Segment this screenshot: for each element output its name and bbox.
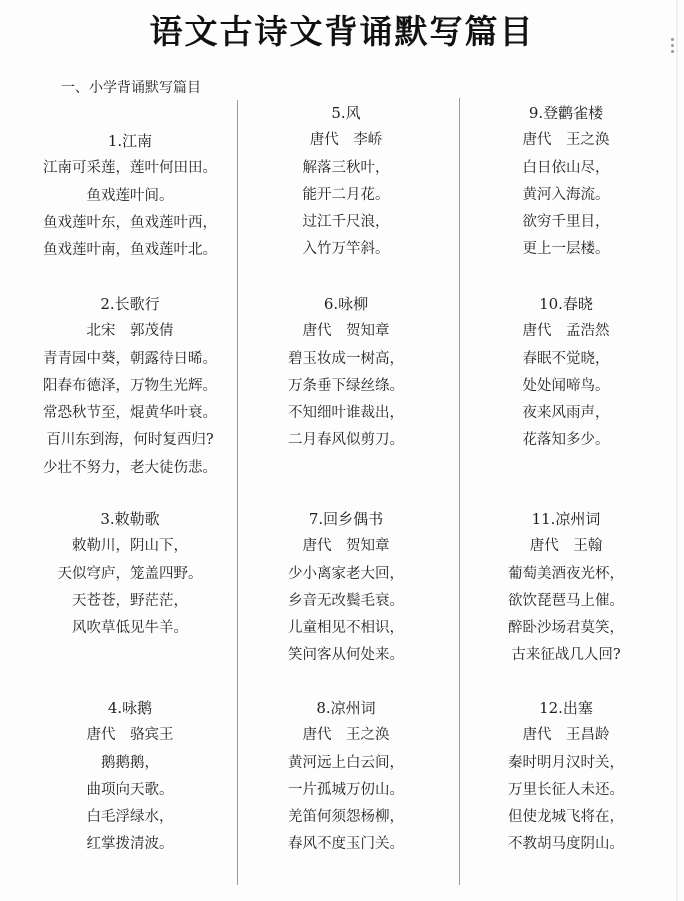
poem <box>466 695 666 859</box>
poem-line: 少壮不努力，老大徒伤悲。 <box>43 459 217 476</box>
poem-line: 春眠不觉晓， <box>522 350 610 367</box>
poem-title: 12.出塞 <box>539 699 593 717</box>
poem-line: 黄河远上白云间， <box>288 754 404 771</box>
poem-title: 7.回乡偶书 <box>308 510 384 528</box>
poem-author: 唐代 王昌龄 <box>522 727 610 744</box>
poem-title: 4.咏鹅 <box>107 699 153 717</box>
poem <box>30 695 230 859</box>
poem-line: 不知细叶谁裁出， <box>288 405 404 422</box>
section-heading: 一、小学背诵默写篇目 <box>61 80 201 96</box>
poem-line: 鱼戏莲叶间。 <box>86 187 174 204</box>
poem-line: 羌笛何须怨杨柳， <box>288 809 404 826</box>
poem-author: 唐代 李峤 <box>309 132 383 149</box>
poem-title: 6.咏柳 <box>323 295 369 313</box>
poem-line: 天苍苍，野茫茫， <box>72 592 188 609</box>
poem-author: 唐代 王之涣 <box>522 132 610 149</box>
poem-line: 欲穷千里目， <box>522 214 610 231</box>
poem-line: 碧玉妆成一树高， <box>288 350 404 367</box>
page-title: 语文古诗文背诵默写篇目 <box>149 12 535 51</box>
poem-line: 但使龙城飞将在， <box>508 809 624 826</box>
poem-line: 百川东到海，何时复西归? <box>46 432 214 449</box>
poem-author: 唐代 骆宾王 <box>86 727 174 744</box>
poem-line: 鱼戏莲叶东，鱼戏莲叶西， <box>43 214 217 231</box>
poem-line: 二月春风似剪刀。 <box>288 432 404 449</box>
poem-line: 能开二月花。 <box>302 186 390 203</box>
poem <box>466 100 666 264</box>
poem-line: 阳春布德泽，万物生光辉。 <box>43 377 217 394</box>
poem-title: 2.长歌行 <box>100 295 160 313</box>
poem <box>30 506 230 642</box>
poem-title: 9.登鹳雀楼 <box>528 104 604 122</box>
poem-title: 11.凉州词 <box>531 510 601 528</box>
poem-author: 唐代 孟浩然 <box>522 323 610 340</box>
poem-line: 江南可采莲，莲叶何田田。 <box>43 160 217 177</box>
poem-line: 入竹万竿斜。 <box>302 241 390 258</box>
poem-line: 青青园中葵，朝露待日晞。 <box>43 350 217 367</box>
poem-line: 风吹草低见牛羊。 <box>72 620 188 637</box>
poem-line: 黄河入海流。 <box>522 186 610 203</box>
poem-line: 不教胡马度阴山。 <box>508 836 624 853</box>
poem-line: 秦时明月汉时关， <box>508 754 624 771</box>
poem-line: 古来征战几人回? <box>511 647 621 664</box>
column-divider-left <box>237 100 238 885</box>
poem-author: 北宋 郭茂倩 <box>86 323 174 340</box>
poem <box>30 128 230 264</box>
poem <box>466 506 666 670</box>
poem-title: 1.江南 <box>107 132 153 150</box>
poem-line: 乡音无改鬓毛衰。 <box>288 592 404 609</box>
more-options-icon <box>671 38 674 56</box>
poem-line: 红掌拨清波。 <box>86 836 174 853</box>
poem-line: 葡萄美酒夜光杯， <box>508 565 624 582</box>
poem-line: 夜来风雨声， <box>522 405 610 422</box>
poem-title: 5.风 <box>331 104 361 122</box>
poem-line: 儿童相见不相识， <box>288 620 404 637</box>
poem <box>246 695 446 859</box>
poem-line: 常恐秋节至，焜黄华叶衰。 <box>43 405 217 422</box>
poem <box>466 291 666 455</box>
poem-line: 少小离家老大回， <box>288 565 404 582</box>
page-edge <box>676 0 678 901</box>
poem <box>246 506 446 670</box>
poem-line: 万里长征人未还。 <box>508 781 624 798</box>
poem <box>246 291 446 455</box>
poem-line: 曲项向天歌。 <box>86 781 174 798</box>
poem-title: 8.凉州词 <box>316 699 376 717</box>
poem-line: 更上一层楼。 <box>522 241 610 258</box>
poem-line: 白日依山尽， <box>522 159 610 176</box>
poem-title: 3.敕勒歌 <box>100 510 160 528</box>
poem-line: 过江千尺浪， <box>302 214 390 231</box>
poem-title: 10.春晓 <box>539 295 593 313</box>
poem-line: 笑问客从何处来。 <box>288 647 404 664</box>
poem-author: 唐代 王翰 <box>529 538 603 555</box>
poem-line: 处处闻啼鸟。 <box>522 377 610 394</box>
poem-line: 欲饮琵琶马上催。 <box>508 592 624 609</box>
poem-author: 唐代 王之涣 <box>302 727 390 744</box>
poem <box>246 100 446 264</box>
poem-line: 一片孤城万仞山。 <box>288 781 404 798</box>
poem-line: 白毛浮绿水， <box>86 809 174 826</box>
poem-line: 花落知多少。 <box>522 432 610 449</box>
poem-line: 解落三秋叶， <box>302 159 390 176</box>
poem-line: 鹅鹅鹅， <box>101 754 159 771</box>
poem <box>30 291 230 482</box>
column-divider-right <box>459 98 460 885</box>
poem-line: 万条垂下绿丝绦。 <box>288 377 404 394</box>
poem-author: 唐代 贺知章 <box>302 538 390 555</box>
poem-line: 鱼戏莲叶南，鱼戏莲叶北。 <box>43 242 217 259</box>
poem-line: 天似穹庐，笼盖四野。 <box>57 565 203 582</box>
poem-line: 春风不度玉门关。 <box>288 836 404 853</box>
poem-line: 敕勒川，阴山下， <box>72 538 188 555</box>
poem-line: 醉卧沙场君莫笑， <box>508 620 624 637</box>
poem-author: 唐代 贺知章 <box>302 323 390 340</box>
